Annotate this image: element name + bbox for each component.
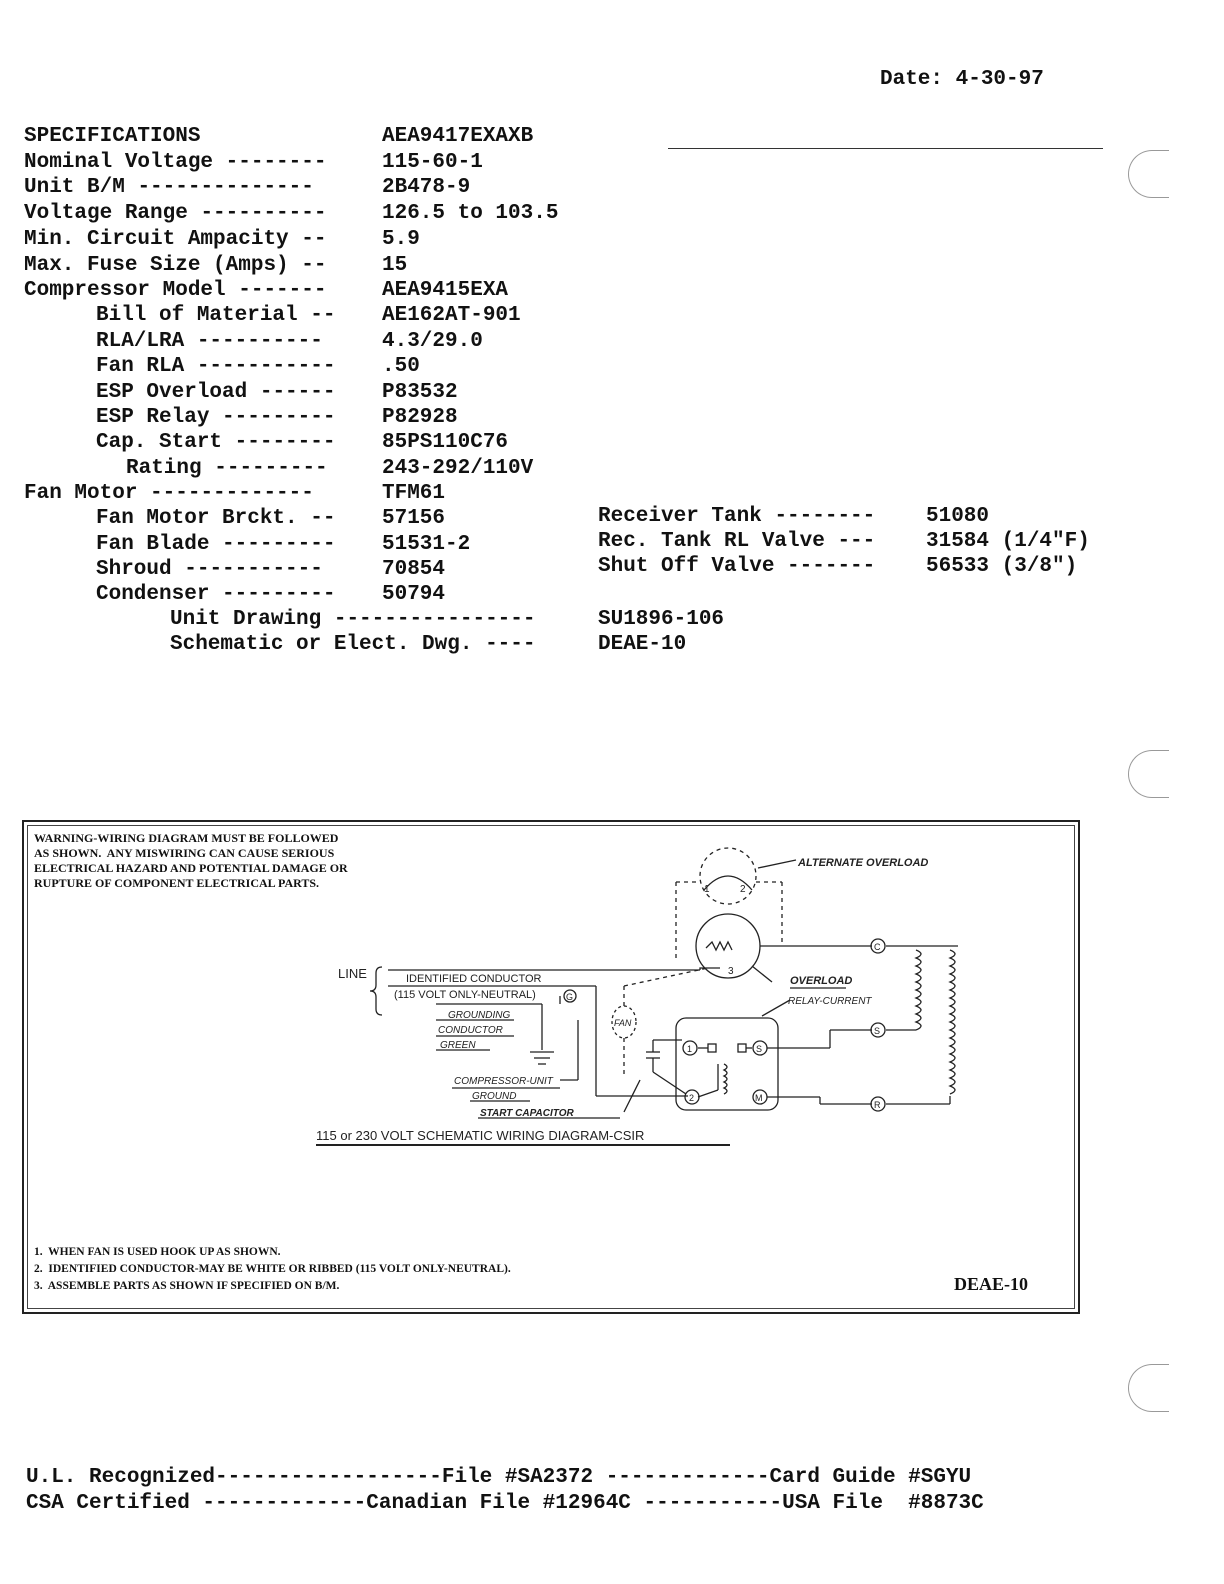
diagram-title: 115 or 230 VOLT SCHEMATIC WIRING DIAGRAM-CSIR	[316, 1128, 645, 1143]
csa-certification-line: CSA Certified -------------Canadian File #12964C -----------USA File #8873C	[26, 1492, 984, 1515]
spec-row: Fan RLA -----------	[96, 355, 336, 378]
spec-value: 50794	[382, 583, 446, 606]
grounding-label: GREEN	[440, 1040, 476, 1051]
spec-value: 126.5 to 103.5	[382, 202, 559, 225]
spec-row: Compressor Model -------	[24, 279, 327, 302]
document-date: Date: 4-30-97	[880, 68, 1044, 91]
spec-row: Nominal Voltage --------	[24, 151, 327, 174]
spec-value: AE162AT-901	[382, 304, 521, 327]
warning-text: WARNING-WIRING DIAGRAM MUST BE FOLLOWED AS SHOWN. ANY MISWIRING CAN CAUSE SERIOUS ELECTRICAL HAZARD AND POTENTIAL DAMAGE OR RUPTURE OF COMPONENT ELECTRICAL PARTS.	[34, 831, 348, 890]
spec-row: Cap. Start --------	[96, 431, 336, 454]
spec-row: Voltage Range ----------	[24, 202, 327, 225]
relay-terminal: 1	[687, 1044, 693, 1054]
spec-row: ESP Relay ---------	[96, 406, 336, 429]
spec-value: TFM61	[382, 482, 446, 505]
overload-label: OVERLOAD	[790, 975, 853, 987]
fan-label: FAN	[614, 1018, 632, 1028]
spec-value: 5.9	[382, 228, 420, 251]
spec-value: 31584 (1/4"F)	[926, 530, 1090, 553]
terminal-s: S	[874, 1026, 881, 1036]
spec-value: SU1896-106	[598, 608, 725, 631]
spec-value: 85PS110C76	[382, 431, 509, 454]
start-capacitor-label: START CAPACITOR	[480, 1108, 574, 1119]
relay-terminal: M	[755, 1093, 763, 1103]
ul-recognition-line: U.L. Recognized------------------File #SA2372 -------------Card Guide #SGYU	[26, 1466, 972, 1489]
terminal-r: R	[874, 1100, 881, 1110]
terminal-c: C	[874, 942, 881, 952]
note-item: 1. WHEN FAN IS USED HOOK UP AS SHOWN.	[34, 1246, 281, 1258]
spec-value: 56533 (3/8")	[926, 555, 1078, 578]
drawing-code: DEAE-10	[954, 1274, 1029, 1294]
grounding-label: CONDUCTOR	[438, 1025, 503, 1036]
spec-row: Shroud -----------	[96, 558, 323, 581]
spec-row: Shut Off Valve -------	[598, 555, 876, 578]
alternate-overload-label: ALTERNATE OVERLOAD	[798, 857, 929, 869]
spec-row: Fan Motor -------------	[24, 482, 314, 505]
spec-row: Rec. Tank RL Valve ---	[598, 530, 876, 553]
start-winding	[950, 950, 955, 1094]
spec-value: 15	[382, 254, 408, 277]
spec-row: Fan Blade ---------	[96, 533, 336, 556]
overload-terminal: 2	[740, 884, 746, 895]
spec-value: 51080	[926, 505, 990, 528]
note-item: 2. IDENTIFIED CONDUCTOR-MAY BE WHITE OR RIBBED (115 VOLT ONLY-NEUTRAL).	[34, 1263, 511, 1275]
identified-conductor-label: IDENTIFIED CONDUCTOR	[406, 973, 542, 985]
overload-terminal: 1	[704, 884, 710, 895]
spec-row: Fan Motor Brckt. --	[96, 507, 336, 530]
spec-row: Min. Circuit Ampacity --	[24, 228, 327, 251]
neutral-label: (115 VOLT ONLY-NEUTRAL)	[394, 989, 536, 1001]
spec-value: 2B478-9	[382, 176, 471, 199]
spec-row: Condenser ---------	[96, 583, 336, 606]
run-winding	[916, 950, 921, 1030]
spec-row: RLA/LRA ----------	[96, 330, 323, 353]
spec-row: Schematic or Elect. Dwg. ----	[170, 633, 536, 656]
spec-value: DEAE-10	[598, 633, 687, 656]
relay-terminal: S	[756, 1044, 763, 1054]
relay-current-label: RELAY-CURRENT	[788, 996, 872, 1007]
spec-value: 4.3/29.0	[382, 330, 483, 353]
spec-value: 115-60-1	[382, 151, 483, 174]
overload-terminal: 3	[728, 966, 734, 977]
spec-value: AEA9415EXA	[382, 279, 509, 302]
spec-value: AEA9417EXAXB	[382, 125, 534, 148]
spec-value: 57156	[382, 507, 446, 530]
note-item: 3. ASSEMBLE PARTS AS SHOWN IF SPECIFIED ON B/M.	[34, 1280, 340, 1292]
compressor-ground-label: GROUND	[472, 1091, 517, 1102]
spec-value: 70854	[382, 558, 446, 581]
terminal-g: G	[566, 992, 574, 1002]
spec-value: P83532	[382, 381, 458, 404]
spec-row: Unit B/M --------------	[24, 176, 314, 199]
spec-value: P82928	[382, 406, 458, 429]
spec-value: 51531-2	[382, 533, 471, 556]
relay-terminal: 2	[689, 1093, 695, 1103]
spec-row: Bill of Material --	[96, 304, 336, 327]
spec-row: SPECIFICATIONS	[24, 125, 201, 148]
compressor-ground-label: COMPRESSOR-UNIT	[454, 1076, 553, 1087]
spec-row: Receiver Tank --------	[598, 505, 876, 528]
spec-row: ESP Overload ------	[96, 381, 336, 404]
line-label: LINE	[338, 966, 367, 981]
spec-row: Unit Drawing ----------------	[170, 608, 536, 631]
grounding-label: GROUNDING	[448, 1010, 511, 1021]
spec-value: .50	[382, 355, 420, 378]
spec-row: Rating ---------	[126, 457, 328, 480]
spec-value: 243-292/110V	[382, 457, 534, 480]
diagram-notes	[34, 1244, 511, 1295]
spec-row: Max. Fuse Size (Amps) --	[24, 254, 327, 277]
